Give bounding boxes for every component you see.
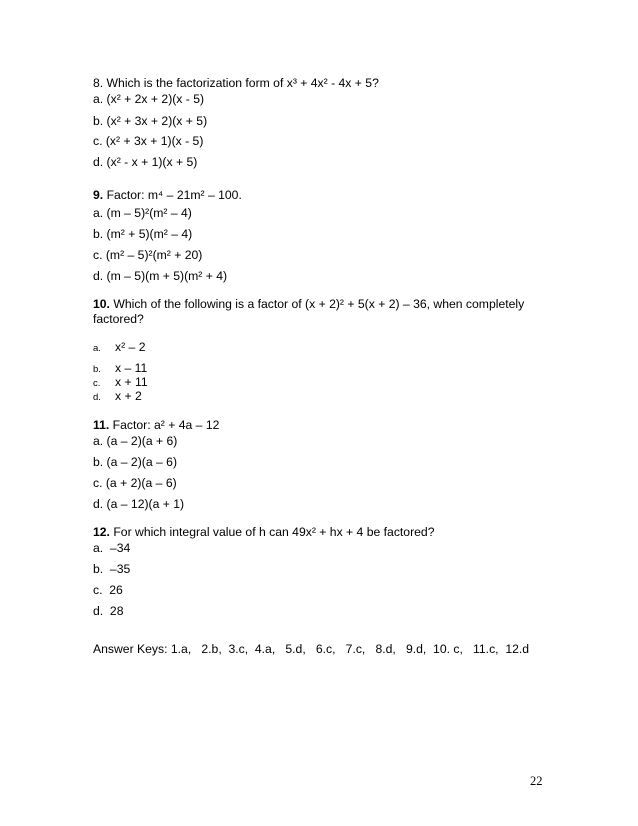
q11-option-c bbox=[93, 476, 177, 491]
q9-option-d bbox=[93, 269, 227, 284]
q8-option-d bbox=[93, 155, 197, 170]
q12-option-b bbox=[93, 562, 130, 577]
q10-option-c-label: c. bbox=[93, 378, 101, 389]
q10-option-a-text: x² – 2 bbox=[115, 340, 146, 354]
q8-option-a bbox=[93, 92, 204, 107]
q9-option-d-text: d. (m – 5)(m + 5)(m² + 4) bbox=[93, 269, 228, 283]
q10-number: 10. bbox=[93, 297, 110, 311]
q8-option-c-text: c. (x² + 3x + 1)(x - 5) bbox=[93, 134, 204, 148]
q11-number: 11. bbox=[93, 418, 110, 432]
q12-number: 12. bbox=[93, 525, 110, 539]
q11-option-b-text: b. (a – 2)(a – 6) bbox=[93, 455, 177, 469]
q12-option-c-text: c. 26 bbox=[93, 583, 123, 597]
q10-option-d-text: x + 2 bbox=[115, 389, 142, 403]
q12-option-a bbox=[93, 541, 130, 556]
q12-stem bbox=[93, 525, 434, 540]
q8-option-b-text: b. (x² + 3x + 2)(x + 5) bbox=[93, 114, 208, 128]
q9-option-b-text: b. (m² + 5)(m² – 4) bbox=[93, 227, 193, 241]
q11-stem-text: Factor: a² + 4a – 12 bbox=[112, 418, 220, 432]
answer-keys bbox=[93, 642, 529, 657]
q10-option-c-text: x + 11 bbox=[115, 375, 148, 389]
q9-option-c-text: c. (m² – 5)²(m² + 20) bbox=[93, 248, 203, 262]
q11-option-d bbox=[93, 497, 184, 512]
q8-option-d-text: d. (x² - x + 1)(x + 5) bbox=[93, 155, 198, 169]
q10-option-b-text: x – 11 bbox=[115, 361, 148, 375]
q11-option-d-text: d. (a – 12)(a + 1) bbox=[93, 497, 185, 511]
q11-option-c-text: c. (a + 2)(a – 6) bbox=[93, 476, 177, 490]
q12-option-b-text: b. –35 bbox=[93, 562, 131, 576]
q10-option-d bbox=[93, 389, 142, 405]
q9-stem bbox=[93, 188, 242, 203]
q12-option-a-text: a. –34 bbox=[93, 541, 131, 555]
q10-stem-text: Which of the following is a factor of (x + 2)² + 5(x + 2) – 36, when completely factored? bbox=[93, 297, 525, 326]
q8-stem bbox=[93, 76, 379, 91]
q12-stem-text: For which integral value of h can 49x² + hx + 4 be factored? bbox=[113, 525, 435, 539]
q10-option-b-label: b. bbox=[93, 364, 101, 375]
q12-option-d-text: d. 28 bbox=[93, 604, 124, 618]
q10-option-a bbox=[93, 340, 145, 356]
q11-stem bbox=[93, 418, 219, 433]
q10-option-a-label: a. bbox=[93, 343, 101, 354]
q10-option-d-label: d. bbox=[93, 392, 101, 403]
q9-number: 9. bbox=[93, 188, 104, 202]
q12-option-c bbox=[93, 583, 123, 598]
q11-option-b bbox=[93, 455, 177, 470]
q8-option-b bbox=[93, 114, 207, 129]
q11-option-a bbox=[93, 434, 177, 449]
q9-option-a bbox=[93, 206, 192, 221]
q9-stem-text: Factor: m⁴ – 21m² – 100. bbox=[106, 188, 242, 202]
page-number: 22 bbox=[530, 774, 543, 788]
q10-stem bbox=[93, 297, 553, 327]
q9-option-a-text: a. (m – 5)²(m² – 4) bbox=[93, 206, 192, 220]
q11-option-a-text: a. (a – 2)(a + 6) bbox=[93, 434, 178, 448]
q9-option-c bbox=[93, 248, 202, 263]
q9-option-b bbox=[93, 227, 192, 242]
q8-option-a-text: a. (x² + 2x + 2)(x - 5) bbox=[93, 92, 205, 106]
answer-keys-text: Answer Keys: 1.a, 2.b, 3.c, 4.a, 5.d, 6.c, 7.c, 8.d, 9.d, 10. c, 11.c, 12.d bbox=[93, 642, 530, 656]
q8-stem-text: 8. Which is the factorization form of x³ + 4x² - 4x + 5? bbox=[93, 76, 379, 90]
q12-option-d bbox=[93, 604, 124, 619]
q8-option-c bbox=[93, 134, 203, 149]
